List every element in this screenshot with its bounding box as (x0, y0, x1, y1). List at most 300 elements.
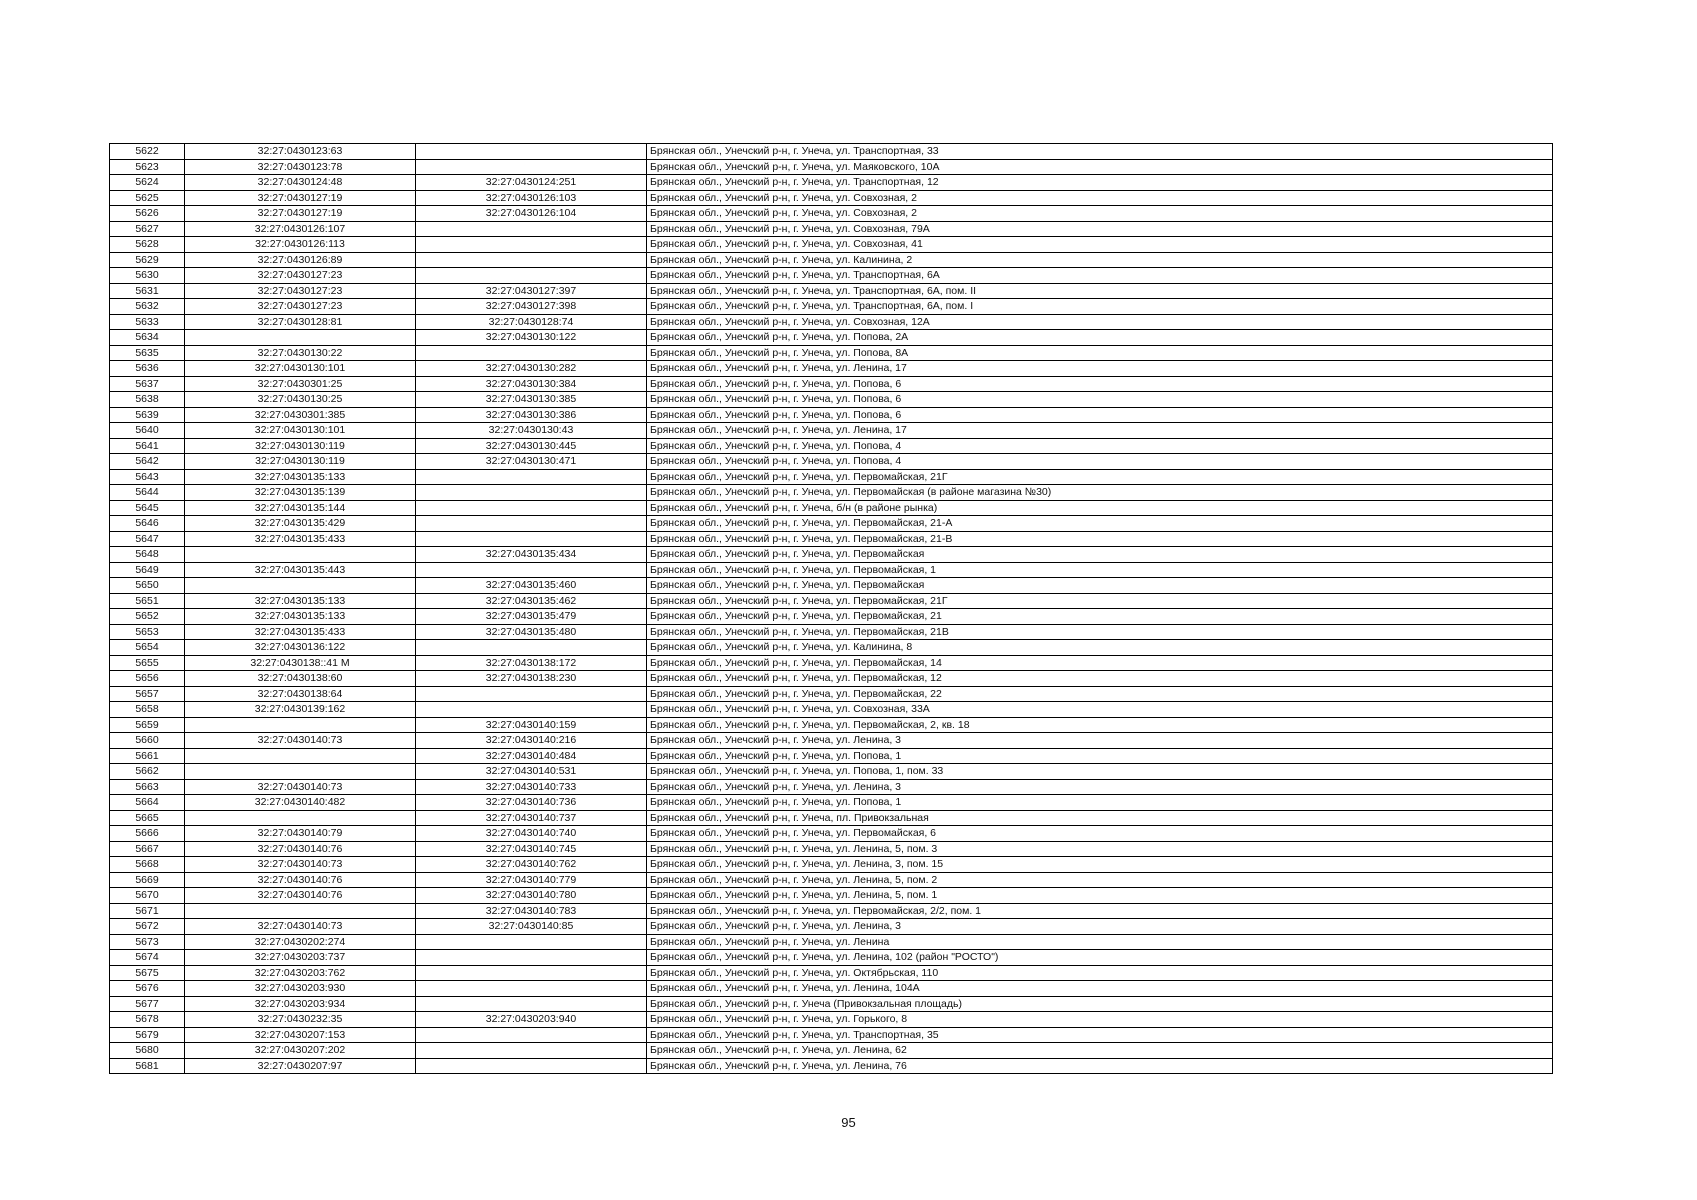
address-cell: Брянская обл., Унечский р-н, г. Унеча, ул. Совхозная, 12А (647, 314, 1553, 330)
related-cadastral-number-cell (416, 531, 647, 547)
table-row (110, 996, 1553, 1012)
table-row (110, 485, 1553, 501)
table-row (110, 655, 1553, 671)
row-number-cell: 5631 (110, 283, 185, 299)
cadastral-number-cell (185, 810, 416, 826)
address-cell: Брянская обл., Унечский р-н, г. Унеча, ул. Совхозная, 79А (647, 221, 1553, 237)
row-number-cell: 5630 (110, 268, 185, 284)
row-number-cell: 5681 (110, 1058, 185, 1074)
related-cadastral-number-cell (416, 516, 647, 532)
cadastral-number-cell: 32:27:0430124:48 (185, 175, 416, 191)
row-number-cell: 5667 (110, 841, 185, 857)
table-row (110, 237, 1553, 253)
row-number-cell: 5645 (110, 500, 185, 516)
table-row (110, 857, 1553, 873)
cadastral-number-cell: 32:27:0430203:737 (185, 950, 416, 966)
related-cadastral-number-cell: 32:27:0430127:397 (416, 283, 647, 299)
table-row (110, 516, 1553, 532)
row-number-cell: 5671 (110, 903, 185, 919)
row-number-cell: 5675 (110, 965, 185, 981)
related-cadastral-number-cell: 32:27:0430130:384 (416, 376, 647, 392)
related-cadastral-number-cell: 32:27:0430140:779 (416, 872, 647, 888)
related-cadastral-number-cell (416, 1058, 647, 1074)
related-cadastral-number-cell (416, 221, 647, 237)
table-row (110, 531, 1553, 547)
table-row (110, 748, 1553, 764)
row-number-cell: 5680 (110, 1043, 185, 1059)
related-cadastral-number-cell: 32:27:0430124:251 (416, 175, 647, 191)
cadastral-number-cell: 32:27:0430130:101 (185, 423, 416, 439)
row-number-cell: 5641 (110, 438, 185, 454)
table-row (110, 950, 1553, 966)
cadastral-number-cell: 32:27:0430140:482 (185, 795, 416, 811)
row-number-cell: 5656 (110, 671, 185, 687)
cadastral-number-cell: 32:27:0430138::41 M (185, 655, 416, 671)
row-number-cell: 5677 (110, 996, 185, 1012)
row-number-cell: 5666 (110, 826, 185, 842)
address-cell: Брянская обл., Унечский р-н, г. Унеча, ул. Ленина, 62 (647, 1043, 1553, 1059)
table-row (110, 841, 1553, 857)
table-row (110, 376, 1553, 392)
row-number-cell: 5654 (110, 640, 185, 656)
cadastral-number-cell: 32:27:0430130:25 (185, 392, 416, 408)
cadastral-number-cell: 32:27:0430123:78 (185, 159, 416, 175)
related-cadastral-number-cell: 32:27:0430140:745 (416, 841, 647, 857)
table-row (110, 888, 1553, 904)
table-row (110, 795, 1553, 811)
cadastral-number-cell (185, 717, 416, 733)
cadastral-number-cell: 32:27:0430140:76 (185, 872, 416, 888)
related-cadastral-number-cell: 32:27:0430130:282 (416, 361, 647, 377)
address-cell: Брянская обл., Унечский р-н, г. Унеча, ул. Первомайская (647, 547, 1553, 563)
row-number-cell: 5662 (110, 764, 185, 780)
row-number-cell: 5672 (110, 919, 185, 935)
row-number-cell: 5629 (110, 252, 185, 268)
cadastral-number-cell: 32:27:0430136:122 (185, 640, 416, 656)
address-cell: Брянская обл., Унечский р-н, г. Унеча, ул. Попова, 6 (647, 392, 1553, 408)
address-cell: Брянская обл., Унечский р-н, г. Унеча, ул. Ленина, 3 (647, 779, 1553, 795)
row-number-cell: 5655 (110, 655, 185, 671)
address-cell: Брянская обл., Унечский р-н, г. Унеча, ул. Совхозная, 41 (647, 237, 1553, 253)
row-number-cell: 5646 (110, 516, 185, 532)
cadastral-number-cell: 32:27:0430123:63 (185, 144, 416, 160)
cadastral-number-cell: 32:27:0430207:202 (185, 1043, 416, 1059)
related-cadastral-number-cell (416, 252, 647, 268)
cadastral-number-cell: 32:27:0430140:73 (185, 857, 416, 873)
address-cell: Брянская обл., Унечский р-н, г. Унеча, ул. Первомайская, 1 (647, 562, 1553, 578)
registry-table (109, 143, 1553, 1074)
related-cadastral-number-cell (416, 934, 647, 950)
cadastral-number-cell: 32:27:0430232:35 (185, 1012, 416, 1028)
cadastral-number-cell (185, 547, 416, 563)
related-cadastral-number-cell (416, 144, 647, 160)
address-cell: Брянская обл., Унечский р-н, г. Унеча, ул. Ленина, 3 (647, 919, 1553, 935)
table-row (110, 593, 1553, 609)
address-cell: Брянская обл., Унечский р-н, г. Унеча, ул. Первомайская, 21Г (647, 469, 1553, 485)
related-cadastral-number-cell (416, 1027, 647, 1043)
cadastral-number-cell: 32:27:0430135:139 (185, 485, 416, 501)
row-number-cell: 5635 (110, 345, 185, 361)
cadastral-number-cell: 32:27:0430135:433 (185, 531, 416, 547)
cadastral-number-cell (185, 764, 416, 780)
address-cell: Брянская обл., Унечский р-н, г. Унеча, ул. Совхозная, 2 (647, 190, 1553, 206)
address-cell: Брянская обл., Унечский р-н, г. Унеча, ул. Ленина, 104А (647, 981, 1553, 997)
address-cell: Брянская обл., Унечский р-н, г. Унеча, ул. Первомайская, 2/2, пом. 1 (647, 903, 1553, 919)
cadastral-number-cell: 32:27:0430203:930 (185, 981, 416, 997)
related-cadastral-number-cell: 32:27:0430140:733 (416, 779, 647, 795)
address-cell: Брянская обл., Унечский р-н, г. Унеча, ул. Попова, 4 (647, 438, 1553, 454)
related-cadastral-number-cell: 32:27:0430135:434 (416, 547, 647, 563)
address-cell: Брянская обл., Унечский р-н, г. Унеча, ул. Первомайская, 21Г (647, 593, 1553, 609)
related-cadastral-number-cell: 32:27:0430135:479 (416, 609, 647, 625)
cadastral-number-cell (185, 578, 416, 594)
row-number-cell: 5679 (110, 1027, 185, 1043)
row-number-cell: 5626 (110, 206, 185, 222)
row-number-cell: 5625 (110, 190, 185, 206)
page-number: 95 (841, 1115, 856, 1130)
table-row (110, 733, 1553, 749)
row-number-cell: 5634 (110, 330, 185, 346)
table-row (110, 1058, 1553, 1074)
table-row (110, 361, 1553, 377)
row-number-cell: 5637 (110, 376, 185, 392)
cadastral-number-cell: 32:27:0430140:73 (185, 733, 416, 749)
address-cell: Брянская обл., Унечский р-н, г. Унеча, ул. Транспортная, 12 (647, 175, 1553, 191)
related-cadastral-number-cell: 32:27:0430140:762 (416, 857, 647, 873)
related-cadastral-number-cell: 32:27:0430140:159 (416, 717, 647, 733)
cadastral-number-cell: 32:27:0430207:153 (185, 1027, 416, 1043)
address-cell: Брянская обл., Унечский р-н, г. Унеча, ул. Первомайская, 2, кв. 18 (647, 717, 1553, 733)
cadastral-number-cell: 32:27:0430135:133 (185, 593, 416, 609)
address-cell: Брянская обл., Унечский р-н, г. Унеча, ул. Первомайская, 21В (647, 624, 1553, 640)
related-cadastral-number-cell: 32:27:0430140:531 (416, 764, 647, 780)
address-cell: Брянская обл., Унечский р-н, г. Унеча, ул. Ленина, 3 (647, 733, 1553, 749)
address-cell: Брянская обл., Унечский р-н, г. Унеча, ул. Транспортная, 35 (647, 1027, 1553, 1043)
table-row (110, 640, 1553, 656)
cadastral-number-cell: 32:27:0430140:73 (185, 779, 416, 795)
table-row (110, 190, 1553, 206)
row-number-cell: 5647 (110, 531, 185, 547)
address-cell: Брянская обл., Унечский р-н, г. Унеча, ул. Первомайская, 21-В (647, 531, 1553, 547)
address-cell: Брянская обл., Унечский р-н, г. Унеча, ул. Транспортная, 6А, пом. I (647, 299, 1553, 315)
address-cell: Брянская обл., Унечский р-н, г. Унеча, ул. Горького, 8 (647, 1012, 1553, 1028)
cadastral-number-cell (185, 748, 416, 764)
row-number-cell: 5622 (110, 144, 185, 160)
row-number-cell: 5658 (110, 702, 185, 718)
row-number-cell: 5649 (110, 562, 185, 578)
table-row (110, 221, 1553, 237)
row-number-cell: 5663 (110, 779, 185, 795)
row-number-cell: 5639 (110, 407, 185, 423)
cadastral-number-cell: 32:27:0430140:73 (185, 919, 416, 935)
table-row (110, 702, 1553, 718)
table-row (110, 919, 1553, 935)
cadastral-number-cell: 32:27:0430135:133 (185, 609, 416, 625)
related-cadastral-number-cell: 32:27:0430140:736 (416, 795, 647, 811)
table-row (110, 686, 1553, 702)
cadastral-number-cell: 32:27:0430140:76 (185, 888, 416, 904)
table-row (110, 283, 1553, 299)
table-row (110, 562, 1553, 578)
table-row (110, 206, 1553, 222)
address-cell: Брянская обл., Унечский р-н, г. Унеча, ул. Попова, 8А (647, 345, 1553, 361)
related-cadastral-number-cell: 32:27:0430140:740 (416, 826, 647, 842)
address-cell: Брянская обл., Унечский р-н, г. Унеча, ул. Первомайская, 14 (647, 655, 1553, 671)
cadastral-number-cell: 32:27:0430130:22 (185, 345, 416, 361)
row-number-cell: 5643 (110, 469, 185, 485)
cadastral-number-cell: 32:27:0430301:385 (185, 407, 416, 423)
address-cell: Брянская обл., Унечский р-н, г. Унеча (Привокзальная площадь) (647, 996, 1553, 1012)
related-cadastral-number-cell (416, 500, 647, 516)
row-number-cell: 5644 (110, 485, 185, 501)
cadastral-number-cell: 32:27:0430127:23 (185, 268, 416, 284)
related-cadastral-number-cell: 32:27:0430130:445 (416, 438, 647, 454)
related-cadastral-number-cell: 32:27:0430135:460 (416, 578, 647, 594)
address-cell: Брянская обл., Унечский р-н, г. Унеча, пл. Привокзальная (647, 810, 1553, 826)
cadastral-number-cell: 32:27:0430138:60 (185, 671, 416, 687)
cadastral-number-cell: 32:27:0430207:97 (185, 1058, 416, 1074)
cadastral-number-cell: 32:27:0430139:162 (185, 702, 416, 718)
address-cell: Брянская обл., Унечский р-н, г. Унеча, ул. Транспортная, 6А (647, 268, 1553, 284)
table-row (110, 903, 1553, 919)
table-row (110, 252, 1553, 268)
related-cadastral-number-cell (416, 469, 647, 485)
related-cadastral-number-cell: 32:27:0430130:471 (416, 454, 647, 470)
related-cadastral-number-cell: 32:27:0430140:216 (416, 733, 647, 749)
address-cell: Брянская обл., Унечский р-н, г. Унеча, ул. Ленина, 102 (район "РОСТО") (647, 950, 1553, 966)
row-number-cell: 5638 (110, 392, 185, 408)
table-row (110, 438, 1553, 454)
address-cell: Брянская обл., Унечский р-н, г. Унеча, ул. Первомайская, 12 (647, 671, 1553, 687)
table-row (110, 872, 1553, 888)
address-cell: Брянская обл., Унечский р-н, г. Унеча, ул. Первомайская, 6 (647, 826, 1553, 842)
address-cell: Брянская обл., Унечский р-н, г. Унеча, ул. Ленина, 5, пом. 1 (647, 888, 1553, 904)
cadastral-number-cell: 32:27:0430140:79 (185, 826, 416, 842)
cadastral-number-cell: 32:27:0430301:25 (185, 376, 416, 392)
address-cell: Брянская обл., Унечский р-н, г. Унеча, ул. Октябрьская, 110 (647, 965, 1553, 981)
table-row (110, 810, 1553, 826)
row-number-cell: 5624 (110, 175, 185, 191)
address-cell: Брянская обл., Унечский р-н, г. Унеча, ул. Совхозная, 33А (647, 702, 1553, 718)
related-cadastral-number-cell (416, 996, 647, 1012)
related-cadastral-number-cell: 32:27:0430130:43 (416, 423, 647, 439)
related-cadastral-number-cell: 32:27:0430126:103 (416, 190, 647, 206)
table-row (110, 1012, 1553, 1028)
related-cadastral-number-cell (416, 345, 647, 361)
table-row (110, 1043, 1553, 1059)
row-number-cell: 5665 (110, 810, 185, 826)
related-cadastral-number-cell (416, 702, 647, 718)
cadastral-number-cell: 32:27:0430135:443 (185, 562, 416, 578)
address-cell: Брянская обл., Унечский р-н, г. Унеча, ул. Попова, 1 (647, 748, 1553, 764)
table-row (110, 299, 1553, 315)
address-cell: Брянская обл., Унечский р-н, г. Унеча, ул. Первомайская, 21-А (647, 516, 1553, 532)
table-row (110, 423, 1553, 439)
row-number-cell: 5642 (110, 454, 185, 470)
related-cadastral-number-cell (416, 562, 647, 578)
address-cell: Брянская обл., Унечский р-н, г. Унеча, ул. Ленина, 3, пом. 15 (647, 857, 1553, 873)
row-number-cell: 5633 (110, 314, 185, 330)
address-cell: Брянская обл., Унечский р-н, г. Унеча, ул. Калинина, 2 (647, 252, 1553, 268)
cadastral-number-cell (185, 330, 416, 346)
table-row (110, 1027, 1553, 1043)
address-cell: Брянская обл., Унечский р-н, г. Унеча, ул. Ленина (647, 934, 1553, 950)
table-row (110, 717, 1553, 733)
address-cell: Брянская обл., Унечский р-н, г. Унеча, ул. Транспортная, 33 (647, 144, 1553, 160)
cadastral-number-cell: 32:27:0430202:274 (185, 934, 416, 950)
address-cell: Брянская обл., Унечский р-н, г. Унеча, ул. Маяковского, 10А (647, 159, 1553, 175)
table-row (110, 578, 1553, 594)
related-cadastral-number-cell: 32:27:0430135:480 (416, 624, 647, 640)
row-number-cell: 5657 (110, 686, 185, 702)
row-number-cell: 5632 (110, 299, 185, 315)
cadastral-number-cell: 32:27:0430130:101 (185, 361, 416, 377)
table-row (110, 934, 1553, 950)
related-cadastral-number-cell: 32:27:0430128:74 (416, 314, 647, 330)
related-cadastral-number-cell: 32:27:0430140:484 (416, 748, 647, 764)
table-row (110, 144, 1553, 160)
related-cadastral-number-cell: 32:27:0430135:462 (416, 593, 647, 609)
cadastral-number-cell: 32:27:0430135:429 (185, 516, 416, 532)
related-cadastral-number-cell: 32:27:0430130:386 (416, 407, 647, 423)
cadastral-number-cell: 32:27:0430127:19 (185, 206, 416, 222)
related-cadastral-number-cell (416, 965, 647, 981)
row-number-cell: 5664 (110, 795, 185, 811)
table-row (110, 454, 1553, 470)
related-cadastral-number-cell: 32:27:0430130:122 (416, 330, 647, 346)
related-cadastral-number-cell: 32:27:0430203:940 (416, 1012, 647, 1028)
address-cell: Брянская обл., Унечский р-н, г. Унеча, ул. Попова, 2А (647, 330, 1553, 346)
address-cell: Брянская обл., Унечский р-н, г. Унеча, ул. Первомайская (647, 578, 1553, 594)
address-cell: Брянская обл., Унечский р-н, г. Унеча, ул. Совхозная, 2 (647, 206, 1553, 222)
related-cadastral-number-cell (416, 237, 647, 253)
table-row (110, 500, 1553, 516)
cadastral-number-cell: 32:27:0430127:19 (185, 190, 416, 206)
row-number-cell: 5648 (110, 547, 185, 563)
table-row (110, 609, 1553, 625)
address-cell: Брянская обл., Унечский р-н, г. Унеча, ул. Попова, 6 (647, 376, 1553, 392)
row-number-cell: 5623 (110, 159, 185, 175)
row-number-cell: 5676 (110, 981, 185, 997)
address-cell: Брянская обл., Унечский р-н, г. Унеча, ул. Калинина, 8 (647, 640, 1553, 656)
table-row (110, 314, 1553, 330)
row-number-cell: 5669 (110, 872, 185, 888)
related-cadastral-number-cell: 32:27:0430140:783 (416, 903, 647, 919)
cadastral-number-cell: 32:27:0430140:76 (185, 841, 416, 857)
related-cadastral-number-cell: 32:27:0430140:737 (416, 810, 647, 826)
row-number-cell: 5650 (110, 578, 185, 594)
cadastral-number-cell: 32:27:0430130:119 (185, 454, 416, 470)
table-row (110, 392, 1553, 408)
table-row (110, 779, 1553, 795)
cadastral-number-cell: 32:27:0430203:934 (185, 996, 416, 1012)
related-cadastral-number-cell: 32:27:0430138:230 (416, 671, 647, 687)
row-number-cell: 5678 (110, 1012, 185, 1028)
row-number-cell: 5673 (110, 934, 185, 950)
cadastral-number-cell: 32:27:0430203:762 (185, 965, 416, 981)
table-row (110, 407, 1553, 423)
address-cell: Брянская обл., Унечский р-н, г. Унеча, ул. Первомайская, 22 (647, 686, 1553, 702)
related-cadastral-number-cell: 32:27:0430138:172 (416, 655, 647, 671)
row-number-cell: 5628 (110, 237, 185, 253)
cadastral-number-cell: 32:27:0430126:89 (185, 252, 416, 268)
related-cadastral-number-cell: 32:27:0430140:780 (416, 888, 647, 904)
row-number-cell: 5652 (110, 609, 185, 625)
address-cell: Брянская обл., Унечский р-н, г. Унеча, ул. Ленина, 17 (647, 423, 1553, 439)
row-number-cell: 5661 (110, 748, 185, 764)
cadastral-number-cell: 32:27:0430135:144 (185, 500, 416, 516)
related-cadastral-number-cell (416, 686, 647, 702)
table-row (110, 268, 1553, 284)
address-cell: Брянская обл., Унечский р-н, г. Унеча, ул. Ленина, 5, пом. 2 (647, 872, 1553, 888)
row-number-cell: 5653 (110, 624, 185, 640)
related-cadastral-number-cell: 32:27:0430126:104 (416, 206, 647, 222)
related-cadastral-number-cell (416, 159, 647, 175)
table-row (110, 175, 1553, 191)
related-cadastral-number-cell (416, 640, 647, 656)
address-cell: Брянская обл., Унечский р-н, г. Унеча, ул. Ленина, 5, пом. 3 (647, 841, 1553, 857)
cadastral-number-cell: 32:27:0430126:107 (185, 221, 416, 237)
related-cadastral-number-cell (416, 485, 647, 501)
table-row (110, 547, 1553, 563)
address-cell: Брянская обл., Унечский р-н, г. Унеча, ул. Попова, 4 (647, 454, 1553, 470)
table-row (110, 624, 1553, 640)
registry-table-body (110, 144, 1553, 1074)
cadastral-number-cell: 32:27:0430138:64 (185, 686, 416, 702)
row-number-cell: 5670 (110, 888, 185, 904)
cadastral-number-cell: 32:27:0430135:133 (185, 469, 416, 485)
row-number-cell: 5660 (110, 733, 185, 749)
row-number-cell: 5640 (110, 423, 185, 439)
address-cell: Брянская обл., Унечский р-н, г. Унеча, ул. Ленина, 76 (647, 1058, 1553, 1074)
cadastral-number-cell (185, 903, 416, 919)
address-cell: Брянская обл., Унечский р-н, г. Унеча, ул. Попова, 1, пом. 33 (647, 764, 1553, 780)
table-row (110, 826, 1553, 842)
cadastral-number-cell: 32:27:0430135:433 (185, 624, 416, 640)
table-row (110, 330, 1553, 346)
table-row (110, 764, 1553, 780)
related-cadastral-number-cell (416, 268, 647, 284)
cadastral-number-cell: 32:27:0430126:113 (185, 237, 416, 253)
related-cadastral-number-cell (416, 950, 647, 966)
table-row (110, 965, 1553, 981)
table-row (110, 671, 1553, 687)
cadastral-number-cell: 32:27:0430130:119 (185, 438, 416, 454)
table-row (110, 345, 1553, 361)
address-cell: Брянская обл., Унечский р-н, г. Унеча, ул. Ленина, 17 (647, 361, 1553, 377)
related-cadastral-number-cell: 32:27:0430140:85 (416, 919, 647, 935)
address-cell: Брянская обл., Унечский р-н, г. Унеча, б/н (в районе рынка) (647, 500, 1553, 516)
cadastral-number-cell: 32:27:0430128:81 (185, 314, 416, 330)
related-cadastral-number-cell (416, 1043, 647, 1059)
address-cell: Брянская обл., Унечский р-н, г. Унеча, ул. Транспортная, 6А, пом. II (647, 283, 1553, 299)
row-number-cell: 5674 (110, 950, 185, 966)
cadastral-number-cell: 32:27:0430127:23 (185, 299, 416, 315)
cadastral-number-cell: 32:27:0430127:23 (185, 283, 416, 299)
related-cadastral-number-cell (416, 981, 647, 997)
row-number-cell: 5651 (110, 593, 185, 609)
row-number-cell: 5636 (110, 361, 185, 377)
related-cadastral-number-cell: 32:27:0430127:398 (416, 299, 647, 315)
address-cell: Брянская обл., Унечский р-н, г. Унеча, ул. Попова, 1 (647, 795, 1553, 811)
address-cell: Брянская обл., Унечский р-н, г. Унеча, ул. Попова, 6 (647, 407, 1553, 423)
table-row (110, 981, 1553, 997)
table-row (110, 469, 1553, 485)
row-number-cell: 5659 (110, 717, 185, 733)
row-number-cell: 5627 (110, 221, 185, 237)
table-row (110, 159, 1553, 175)
row-number-cell: 5668 (110, 857, 185, 873)
